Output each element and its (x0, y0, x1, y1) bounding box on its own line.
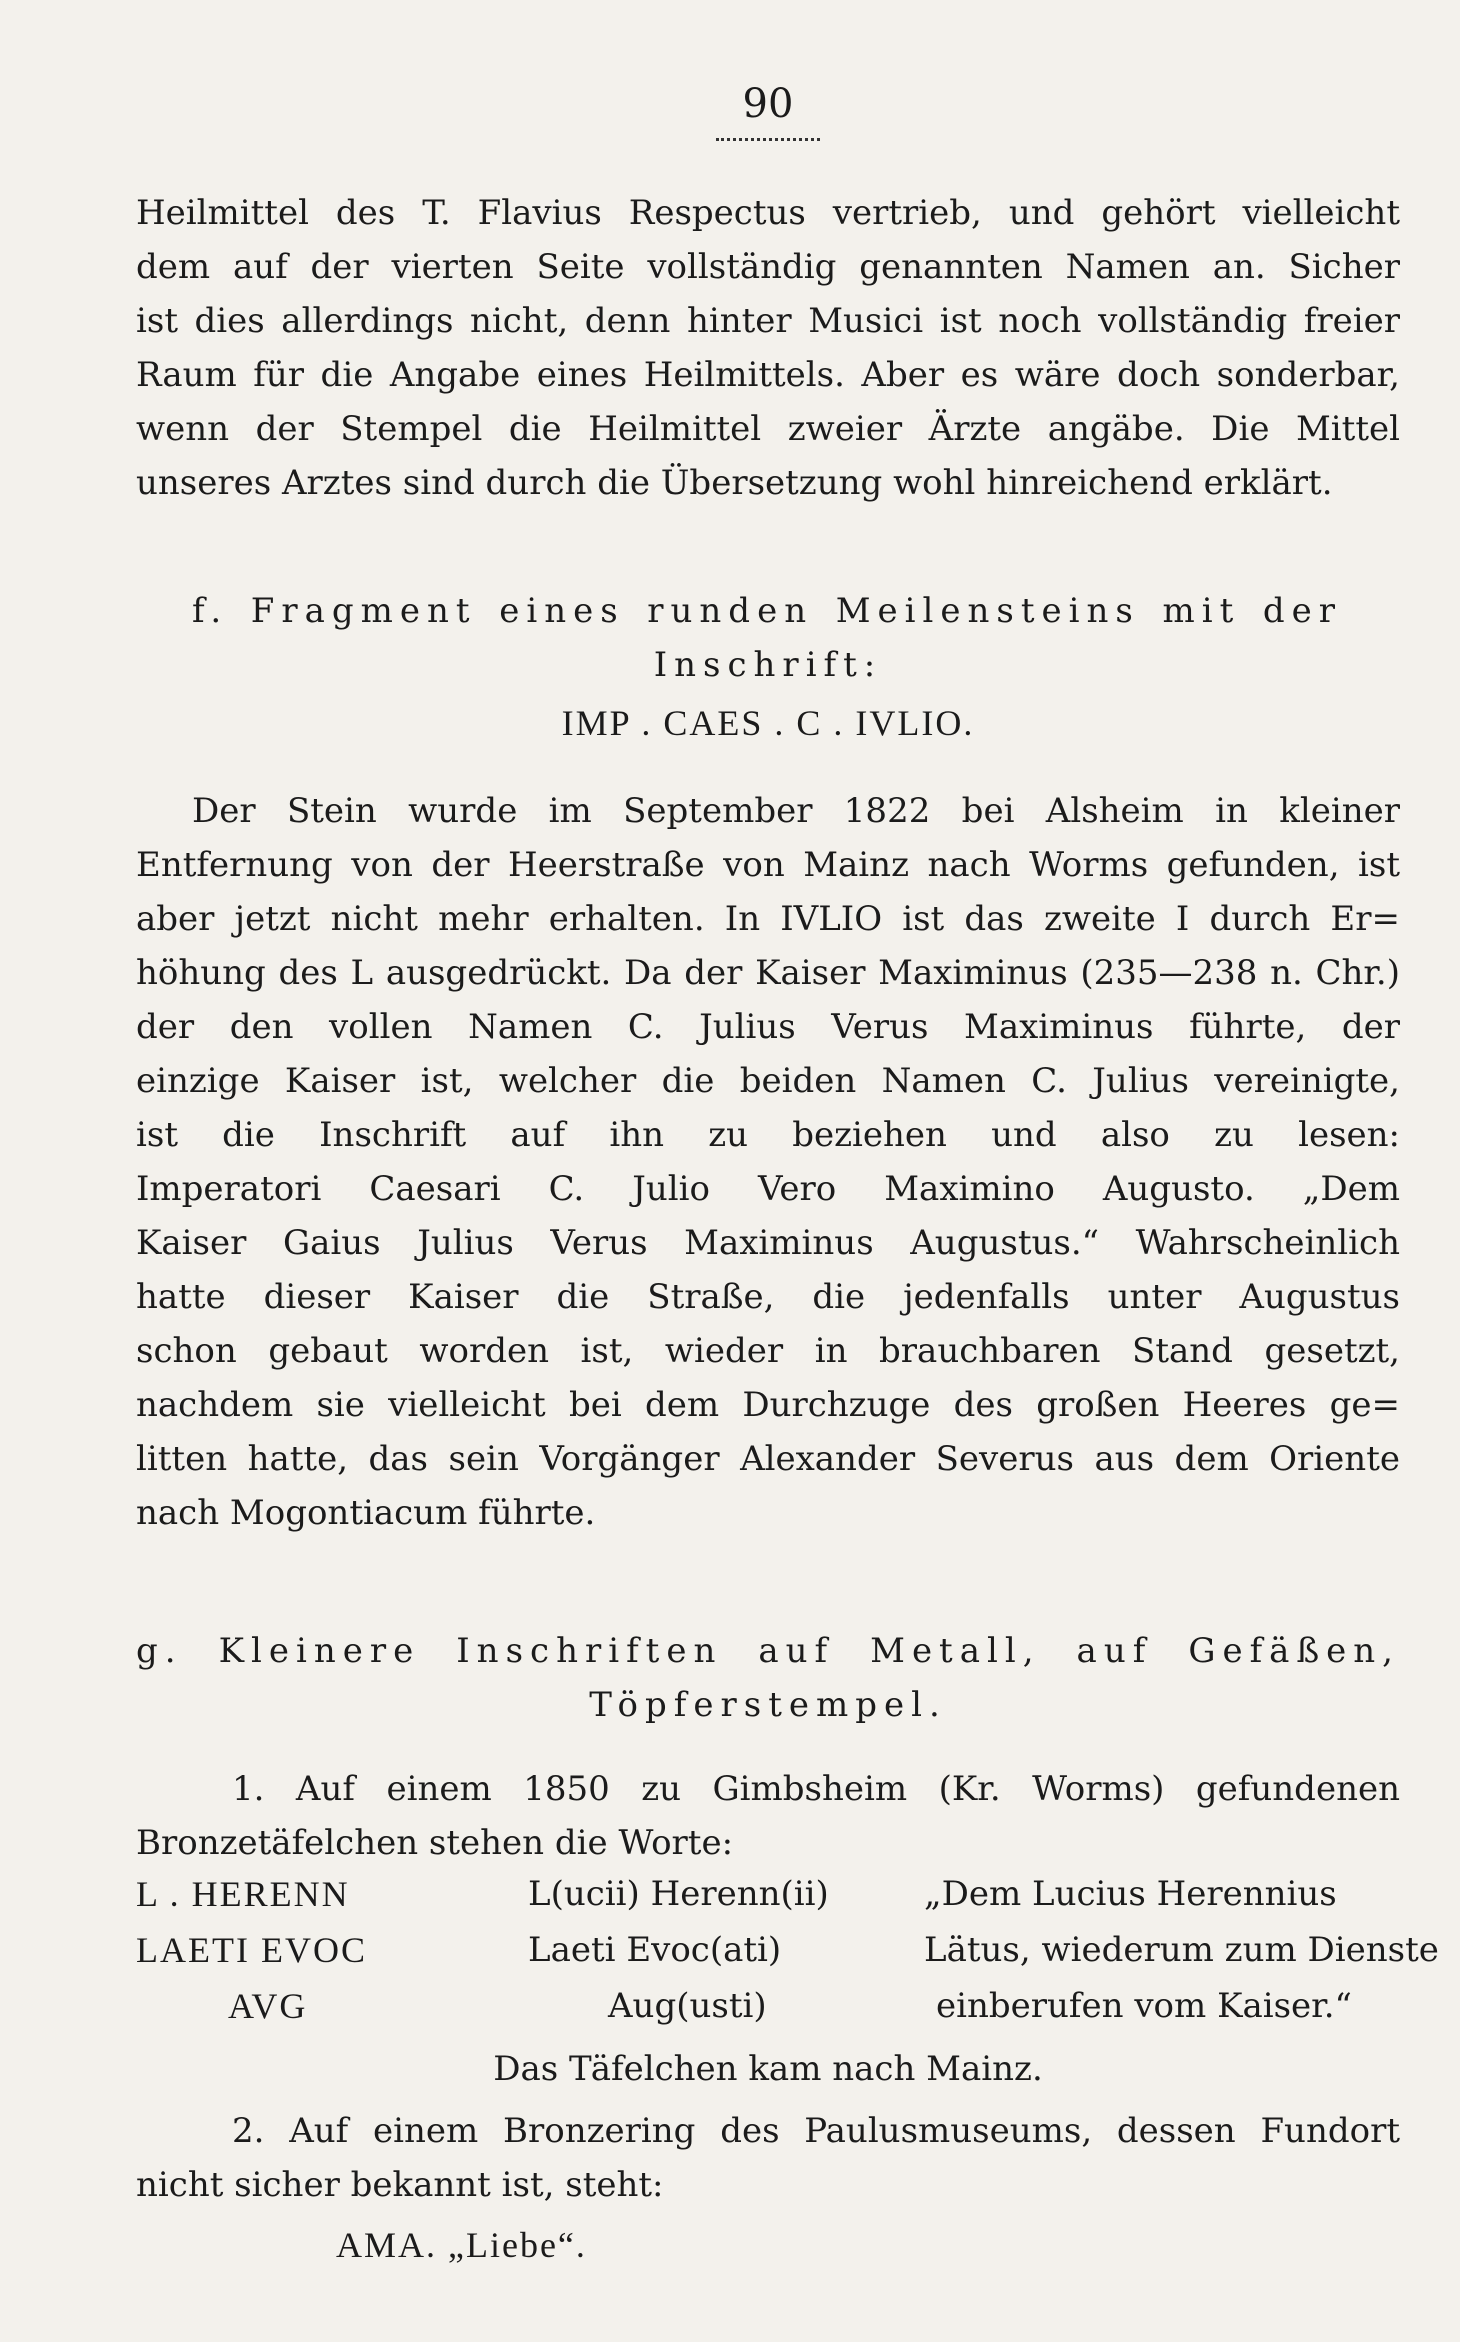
text-line: 2. Auf einem Bronzering des Paulusmuseums, dessen Fundort (232, 2111, 1400, 2151)
text-line: schon gebaut worden ist, wieder in brauchbaren Stand gesetzt, (136, 1331, 1400, 1371)
text-line: 1. Auf einem 1850 zu Gimbsheim (Kr. Worms) gefundenen (232, 1769, 1400, 1809)
text-line: Heilmittel des T. Flavius Respectus vertrieb, und gehört vielleicht (136, 193, 1400, 233)
section-heading-f: f. Fragment eines runden Meilensteins mit der (192, 591, 1342, 631)
text-line: Kaiser Gaius Julius Verus Maximinus Augustus.“ Wahrscheinlich (136, 1223, 1400, 1263)
inscription-expansion: Laeti Evoc(ati) (528, 1930, 782, 1970)
inscription-translation: Lätus, wiederum zum Dienste (924, 1930, 1439, 1970)
text-line: nachdem sie vielleicht bei dem Durchzuge des großen Heeres ge= (136, 1385, 1400, 1425)
text-line: Der Stein wurde im September 1822 bei Alsheim in kleiner (192, 791, 1400, 831)
text-line: Entfernung von der Heerstraße von Mainz nach Worms gefunden, ist (136, 845, 1400, 885)
text-line: hatte dieser Kaiser die Straße, die jedenfalls unter Augustus (136, 1277, 1400, 1317)
text-line: Das Täfelchen kam nach Mainz. (493, 2049, 1043, 2089)
inscription-latin: L . HERENN (136, 1874, 350, 1914)
inscription-latin: LAETI EVOC (136, 1930, 367, 1970)
text-line: nach Mogontiacum führte. (136, 1493, 596, 1533)
text-line: nicht sicher bekannt ist, steht: (136, 2165, 664, 2205)
text-line: einzige Kaiser ist, welcher die beiden Namen C. Julius vereinigte, (136, 1061, 1400, 1101)
page-number: 90 (742, 81, 794, 127)
inscription-translation: „Dem Lucius Herennius (924, 1874, 1337, 1914)
text-line: Imperatori Caesari C. Julio Vero Maximino Augusto. „Dem (136, 1169, 1400, 1209)
inscription-expansion: Aug(usti) (608, 1986, 767, 2026)
inscription-expansion: L(ucii) Herenn(ii) (528, 1874, 829, 1914)
page-number-ornament (716, 134, 820, 141)
text-line: litten hatte, das sein Vorgänger Alexander Severus aus dem Oriente (136, 1439, 1400, 1479)
section-heading-g: g. Kleinere Inschriften auf Metall, auf Gefäßen, (136, 1631, 1400, 1671)
inscription-row (136, 1926, 1439, 1974)
text-line: unseres Arztes sind durch die Übersetzung wohl hinreichend erklärt. (136, 463, 1333, 503)
text-line: aber jetzt nicht mehr erhalten. In IVLIO ist das zweite I durch Er= (136, 899, 1400, 939)
inscription-text: AMA. „Liebe“. (336, 2225, 587, 2265)
text-line: wenn der Stempel die Heilmittel zweier Ärzte angäbe. Die Mittel (136, 409, 1400, 449)
text-line: dem auf der vierten Seite vollständig genannten Namen an. Sicher (136, 247, 1400, 287)
text-line: der den vollen Namen C. Julius Verus Maximinus führte, der (136, 1007, 1400, 1047)
inscription-translation: einberufen vom Kaiser.“ (936, 1986, 1352, 2026)
text-line: Bronzetäfelchen stehen die Worte: (136, 1823, 734, 1863)
text-line: höhung des L ausgedrückt. Da der Kaiser Maximinus (235—238 n. Chr.) (136, 953, 1400, 993)
inscription-latin: AVG (228, 1986, 308, 2026)
text-line: ist die Inschrift auf ihn zu beziehen und also zu lesen: (136, 1115, 1400, 1155)
section-heading-f-cont: Inschrift: (653, 645, 883, 685)
section-heading-g-cont: Töpferstempel. (589, 1685, 947, 1725)
inscription-row (136, 1870, 1400, 1918)
inscription-text: IMP . CAES . C . IVLIO. (561, 703, 975, 743)
inscription-row (136, 1982, 1400, 2030)
text-line: ist dies allerdings nicht, denn hinter Musici ist noch vollständig freier (136, 301, 1400, 341)
text-line: Raum für die Angabe eines Heilmittels. Aber es wäre doch sonderbar, (136, 355, 1400, 395)
